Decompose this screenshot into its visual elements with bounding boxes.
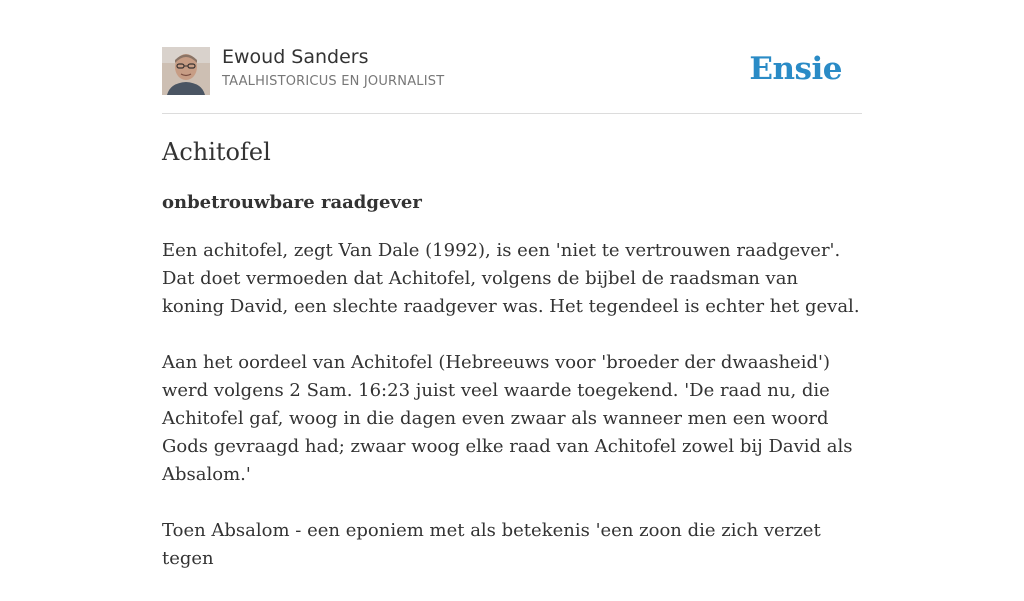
avatar-portrait-icon: [162, 47, 210, 95]
article-subtitle: onbetrouwbare raadgever: [162, 192, 422, 213]
author-header: [162, 0, 862, 114]
author-name[interactable]: Ewoud Sanders: [222, 46, 369, 68]
article-title: Achitofel: [162, 138, 271, 166]
article-paragraph: Toen Absalom - een eponiem met als betekenis 'een zoon die zich verzet tegen: [162, 520, 821, 569]
article-body: [162, 237, 862, 601]
article-container: [162, 0, 862, 569]
article-paragraph: Aan het oordeel van Achitofel (Hebreeuws voor 'broeder der dwaasheid') werd volgens 2 Sam. 16:23 juist veel waarde toegekend. 'De raad nu, die Achitofel gaf, woog in die dagen even zwaar als wanneer men een woord Gods gevraagd had; zwaar woog elke raad van Achitofel zowel bij David als Absalom.': [162, 352, 853, 485]
author-avatar[interactable]: [162, 47, 210, 95]
ensie-logo-link[interactable]: Ensie: [749, 51, 842, 87]
article-paragraph: Een achitofel, zegt Van Dale (1992), is een 'niet te vertrouwen raadgever'. Dat doet vermoeden dat Achitofel, volgens de bijbel de raadsman van koning David, een slechte raadgever was. Het tegendeel is echter het geval.: [162, 240, 860, 317]
author-role: TAALHISTORICUS EN JOURNALIST: [222, 74, 445, 89]
